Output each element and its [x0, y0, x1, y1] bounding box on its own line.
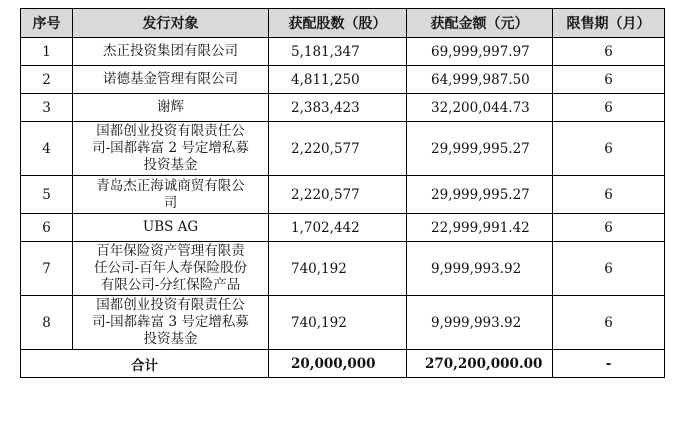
investor-name-line: 有限公司-分红保险产品: [100, 277, 241, 293]
header-shares: 获配股数（股）: [269, 9, 407, 38]
investor-name-line: 诺德基金管理有限公司: [103, 71, 238, 87]
lockup-period: 6: [553, 38, 665, 66]
total-shares: 20,000,000: [269, 350, 407, 378]
total-label: 合计: [21, 350, 269, 378]
allocated-amount: 9,999,993.92: [407, 296, 553, 350]
allocated-shares: 1,702,442: [269, 214, 407, 242]
row-index: 3: [21, 94, 73, 122]
allocated-amount: 29,999,995.27: [407, 176, 553, 214]
table-row: [21, 66, 665, 94]
lockup-period: 6: [553, 242, 665, 296]
header-index: 序号: [21, 9, 73, 38]
investor-name-line: UBS AG: [142, 219, 199, 235]
investor-name-line: 国都创业投资有限责任公: [96, 297, 245, 313]
total-lockup: -: [553, 350, 665, 378]
table-row: [21, 94, 665, 122]
allocation-table: [20, 8, 665, 378]
table-row: [21, 122, 665, 176]
investor-name-line: 谢辉: [157, 99, 184, 115]
investor-name: [73, 214, 269, 242]
table-row: [21, 214, 665, 242]
lockup-period: 6: [553, 122, 665, 176]
investor-name: [73, 66, 269, 94]
header-amount: 获配金额（元）: [407, 9, 553, 38]
lockup-period: 6: [553, 296, 665, 350]
header-lockup: 限售期（月）: [553, 9, 665, 38]
allocated-amount: 32,200,044.73: [407, 94, 553, 122]
allocated-amount: 22,999,991.42: [407, 214, 553, 242]
investor-name: [73, 94, 269, 122]
total-amount: 270,200,000.00: [407, 350, 553, 378]
investor-name: [73, 38, 269, 66]
row-index: 8: [21, 296, 73, 350]
allocated-amount: 9,999,993.92: [407, 242, 553, 296]
investor-name: [73, 122, 269, 176]
row-index: 5: [21, 176, 73, 214]
row-index: 7: [21, 242, 73, 296]
investor-name-line: 青岛杰正海诚商贸有限公: [96, 177, 245, 194]
investor-name-line: 百年保险资产管理有限责: [96, 243, 245, 259]
investor-name: [73, 296, 269, 350]
allocated-amount: 29,999,995.27: [407, 122, 553, 176]
allocated-amount: 69,999,997.97: [407, 38, 553, 66]
row-index: 6: [21, 214, 73, 242]
allocated-shares: 2,383,423: [269, 94, 407, 122]
row-index: 4: [21, 122, 73, 176]
investor-name-line: 投资基金: [143, 331, 198, 347]
allocated-shares: 740,192: [269, 242, 407, 296]
investor-name-line: 司-国都犇富 2 号定增私募: [92, 140, 249, 156]
lockup-period: 6: [553, 94, 665, 122]
investor-name-line: 司: [163, 194, 178, 211]
lockup-period: 6: [553, 66, 665, 94]
row-index: 1: [21, 38, 73, 66]
header-investor: 发行对象: [73, 9, 269, 38]
investor-name-line: 国都创业投资有限责任公: [96, 123, 245, 139]
investor-name-line: 投资基金: [143, 157, 198, 173]
allocated-shares: 2,220,577: [269, 176, 407, 214]
table-row: [21, 242, 665, 296]
lockup-period: 6: [553, 176, 665, 214]
investor-name-line: 司-国都犇富 3 号定增私募: [92, 314, 249, 330]
allocated-shares: 740,192: [269, 296, 407, 350]
investor-name: [73, 242, 269, 296]
row-index: 2: [21, 66, 73, 94]
table-row: [21, 296, 665, 350]
allocated-shares: 2,220,577: [269, 122, 407, 176]
allocation-table-wrapper: [20, 8, 665, 378]
table-row: [21, 38, 665, 66]
allocated-amount: 64,999,987.50: [407, 66, 553, 94]
investor-name-line: 杰正投资集团有限公司: [103, 43, 238, 59]
table-row: [21, 176, 665, 214]
table-body: [21, 38, 665, 378]
allocated-shares: 4,811,250: [269, 66, 407, 94]
investor-name-line: 任公司-百年人寿保险股份: [93, 260, 248, 276]
header-row: [21, 9, 665, 38]
lockup-period: 6: [553, 214, 665, 242]
allocated-shares: 5,181,347: [269, 38, 407, 66]
investor-name: [73, 176, 269, 214]
total-row: [21, 350, 665, 378]
